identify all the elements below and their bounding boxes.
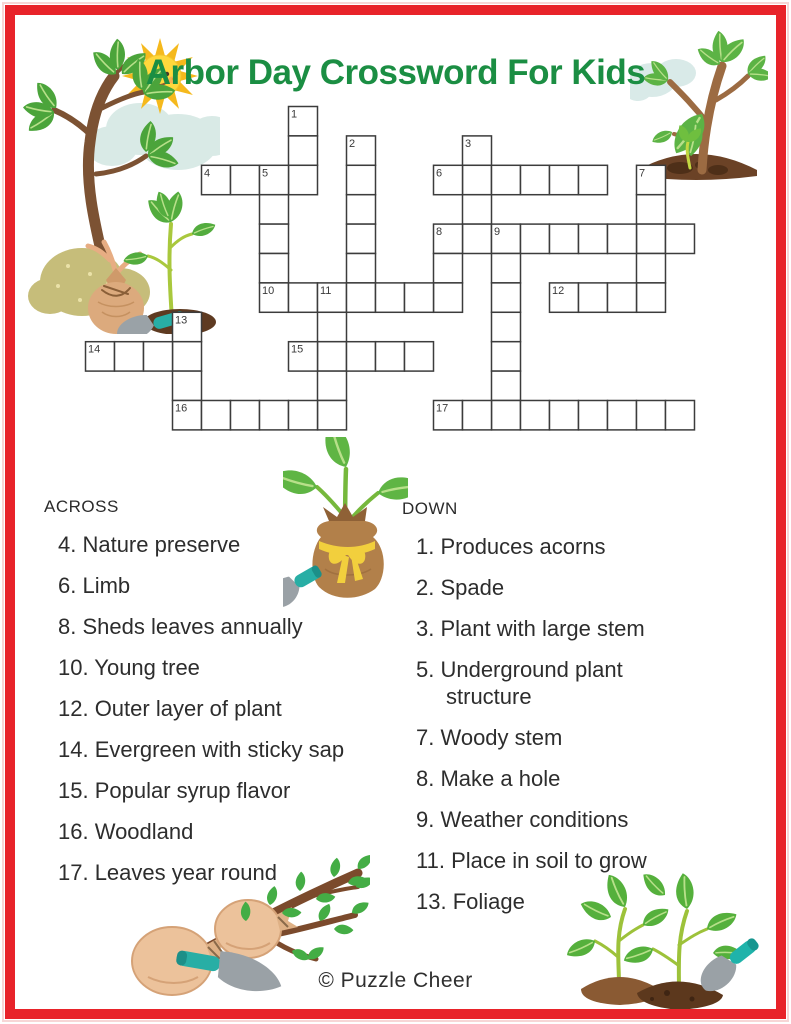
- grid-cell[interactable]: [260, 253, 289, 282]
- grid-cell[interactable]: [144, 342, 173, 371]
- grid-cell[interactable]: [520, 224, 549, 253]
- grid-cell-number: 4: [204, 167, 211, 180]
- grid-cell[interactable]: [607, 400, 636, 429]
- grid-cell[interactable]: [549, 400, 578, 429]
- credit-footer: © Puzzle Cheer: [318, 969, 473, 992]
- down-header: DOWN: [402, 499, 458, 518]
- clue-item: 11. Place in soil to grow: [416, 848, 647, 873]
- grid-cell-number: 15: [291, 343, 304, 356]
- grid-cell[interactable]: [260, 224, 289, 253]
- grid-cell-number: 12: [551, 284, 565, 297]
- grid-cell-number: 11: [320, 284, 332, 297]
- grid-cell[interactable]: [376, 342, 405, 371]
- clue-item: 7. Woody stem: [416, 725, 563, 750]
- grid-cell[interactable]: [347, 195, 376, 224]
- grid-cell[interactable]: [491, 371, 520, 400]
- grid-cell[interactable]: [289, 165, 318, 194]
- grid-cell[interactable]: [404, 342, 433, 371]
- grid-cell[interactable]: [549, 224, 578, 253]
- grid-cell[interactable]: [404, 283, 433, 312]
- clue-item: 4. Nature preserve: [58, 532, 241, 557]
- clue-item: 8. Make a hole: [416, 766, 561, 791]
- grid-cell-number: 17: [435, 402, 449, 415]
- across-clue-list: [44, 531, 394, 886]
- crossword-grid: [84, 105, 696, 436]
- grid-cell[interactable]: [491, 400, 520, 429]
- across-clues-section: [44, 497, 394, 900]
- grid-cell[interactable]: [173, 342, 202, 371]
- grid-cell[interactable]: [607, 224, 636, 253]
- grid-cell[interactable]: [578, 400, 607, 429]
- clue-item: 1. Produces acorns: [416, 534, 606, 559]
- grid-cell[interactable]: [520, 400, 549, 429]
- grid-cell[interactable]: [636, 400, 665, 429]
- grid-cell[interactable]: [578, 224, 607, 253]
- grid-cell[interactable]: [578, 165, 607, 194]
- clue-item: 12. Outer layer of plant: [58, 696, 282, 721]
- page-title: Arbor Day Crossword For Kids: [145, 53, 646, 93]
- grid-cell[interactable]: [462, 165, 491, 194]
- grid-cell[interactable]: [491, 312, 520, 341]
- grid-cell-number: 5: [262, 167, 269, 180]
- grid-cell[interactable]: [665, 224, 694, 253]
- grid-cell-number: 1: [291, 108, 298, 121]
- grid-cell[interactable]: [433, 283, 462, 312]
- grid-cell-number: 7: [638, 167, 646, 180]
- down-clues-section: [402, 499, 660, 929]
- clue-item: 2. Spade: [416, 575, 505, 600]
- grid-cell[interactable]: [462, 195, 491, 224]
- grid-cell[interactable]: [347, 283, 376, 312]
- grid-cell[interactable]: [231, 400, 260, 429]
- grid-cell[interactable]: [347, 224, 376, 253]
- grid-cell[interactable]: [347, 342, 376, 371]
- grid-cell[interactable]: [636, 283, 665, 312]
- grid-cell[interactable]: [318, 371, 347, 400]
- across-header: ACROSS: [44, 497, 119, 516]
- grid-cell[interactable]: [289, 283, 318, 312]
- grid-cell[interactable]: [491, 165, 520, 194]
- clue-item: 14. Evergreen with sticky sap: [58, 737, 345, 762]
- grid-cell[interactable]: [231, 165, 260, 194]
- down-clue-list: [402, 533, 660, 915]
- grid-cell[interactable]: [347, 165, 376, 194]
- clue-item: 15. Popular syrup flavor: [58, 778, 291, 803]
- grid-cell-number: 14: [88, 343, 101, 356]
- grid-cell[interactable]: [318, 400, 347, 429]
- grid-cell[interactable]: [289, 400, 318, 429]
- clue-item: 5. Underground plant structure: [416, 657, 623, 709]
- clue-item: 3. Plant with large stem: [416, 616, 645, 641]
- grid-cell[interactable]: [115, 342, 144, 371]
- grid-cell[interactable]: [636, 224, 665, 253]
- grid-cell[interactable]: [636, 253, 665, 282]
- grid-cell[interactable]: [318, 312, 347, 341]
- grid-cell[interactable]: [260, 195, 289, 224]
- grid-cell-number: 6: [435, 167, 443, 180]
- clue-item: 6. Limb: [58, 573, 131, 598]
- clue-item: 13. Foliage: [416, 889, 525, 914]
- grid-cell[interactable]: [520, 165, 549, 194]
- grid-cell-number: 16: [175, 402, 188, 415]
- clue-item: 16. Woodland: [58, 819, 194, 844]
- grid-cell[interactable]: [491, 283, 520, 312]
- grid-cell[interactable]: [173, 371, 202, 400]
- grid-cell[interactable]: [607, 283, 636, 312]
- grid-cell-number: 8: [435, 226, 443, 239]
- grid-cell[interactable]: [491, 253, 520, 282]
- clue-item: 8. Sheds leaves annually: [58, 614, 303, 639]
- grid-cell-number: 3: [464, 137, 472, 150]
- grid-cell[interactable]: [665, 400, 694, 429]
- crossword-grid-svg: [84, 105, 696, 431]
- grid-cell[interactable]: [318, 342, 347, 371]
- grid-cell[interactable]: [462, 400, 491, 429]
- clue-item: 9. Weather conditions: [416, 807, 629, 832]
- grid-cell[interactable]: [491, 342, 520, 371]
- grid-cell-number: 10: [262, 284, 275, 297]
- clue-item: 10. Young tree: [58, 655, 200, 680]
- grid-cell[interactable]: [636, 195, 665, 224]
- grid-cell[interactable]: [289, 136, 318, 165]
- grid-cell[interactable]: [376, 283, 405, 312]
- grid-cell[interactable]: [462, 224, 491, 253]
- grid-cell[interactable]: [433, 253, 462, 282]
- grid-cell[interactable]: [549, 165, 578, 194]
- grid-cell-number: 9: [493, 226, 501, 239]
- grid-cell[interactable]: [578, 283, 607, 312]
- grid-cell[interactable]: [347, 253, 376, 282]
- grid-cell[interactable]: [202, 400, 231, 429]
- grid-cell-number: 13: [175, 314, 188, 327]
- clue-item: 17. Leaves year round: [58, 860, 277, 885]
- grid-cell-number: 2: [349, 137, 356, 150]
- grid-cell[interactable]: [260, 400, 289, 429]
